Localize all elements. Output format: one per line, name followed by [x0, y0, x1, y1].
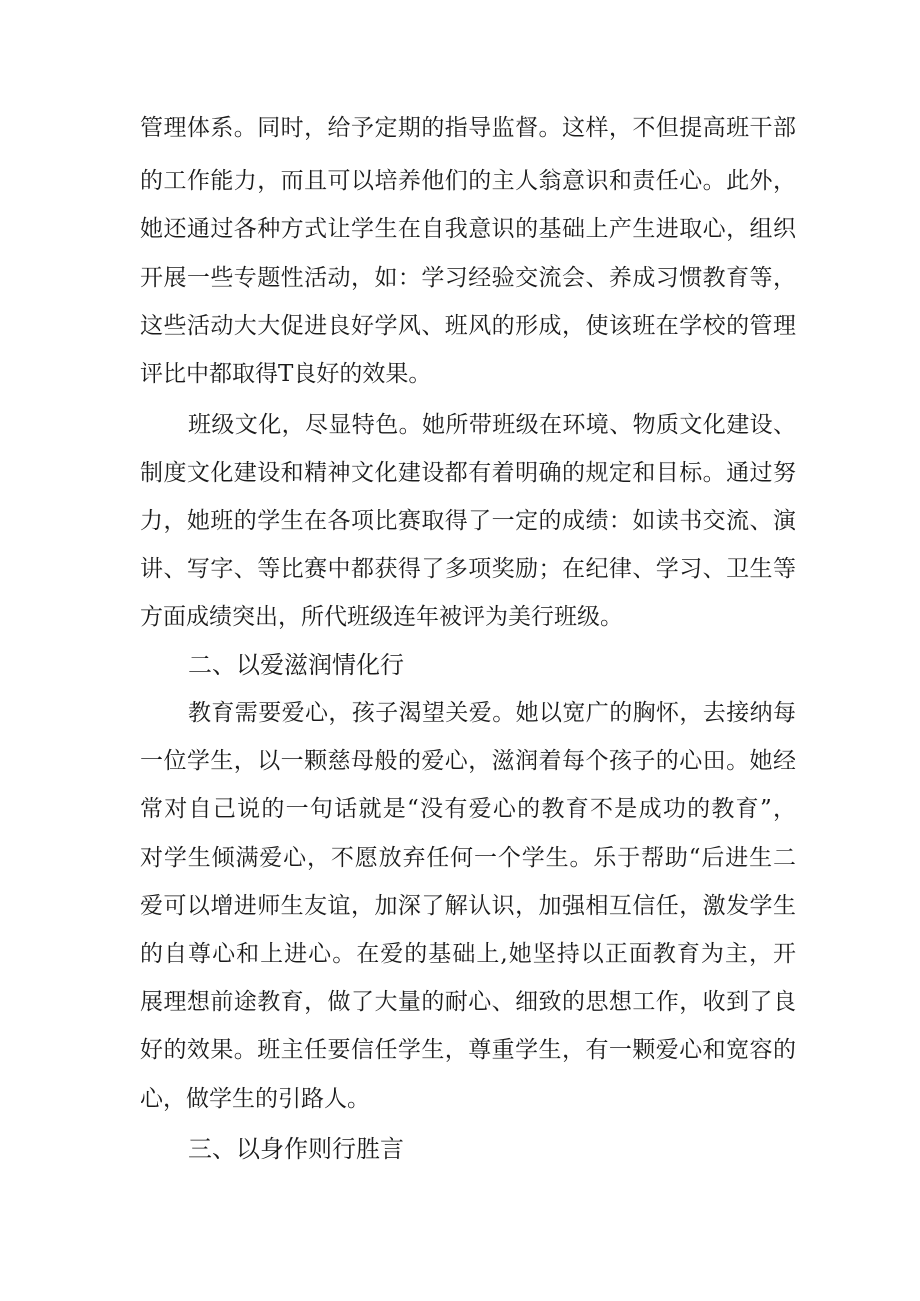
paragraph-1-line-4: 开展一些专题性活动，如：学习经验交流会、养成习惯教育等，	[140, 265, 796, 291]
paragraph-3-line-6: 的自尊心和上进心。在爱的基础上,她坚持以正面教育为主，开	[140, 941, 796, 967]
paragraph-3-line-8: 好的效果。班主任要信任学生，尊重学生，有一颗爱心和宽容的	[140, 1037, 796, 1063]
paragraph-1-line-3: 她还通过各种方式让学生在自我意识的基础上产生进取心，组织	[140, 216, 796, 242]
paragraph-3-line-2: 一位学生，以一颗慈母般的爱心，滋润着每个孩子的心田。她经	[140, 748, 796, 774]
section-heading-3: 三、以身作则行胜言	[188, 1135, 404, 1163]
paragraph-2-line-3: 力，她班的学生在各项比赛取得了一定的成绩：如读书交流、演	[140, 508, 796, 534]
paragraph-2-line-1: 班级文化，尽显特色。她所带班级在环境、物质文化建设、	[188, 412, 796, 438]
paragraph-3-line-3: 常对自己说的一句话就是“没有爱心的教育不是成功的教育”，	[140, 796, 796, 822]
paragraph-3-line-4: 对学生倾满爱心，不愿放弃任何一个学生。乐于帮助“后进生二	[140, 845, 796, 871]
paragraph-2-line-5: 方面成绩突出，所代班级连年被评为美行班级。	[140, 604, 623, 630]
paragraph-3-line-7: 展理想前途教育，做了大量的耐心、细致的思想工作，收到了良	[140, 989, 796, 1015]
paragraph-3-line-1: 教育需要爱心，孩子渴望关爱。她以宽广的胸怀，去接纳每	[188, 700, 796, 726]
paragraph-1-line-2: 的工作能力，而且可以培养他们的主人翁意识和责任心。此外，	[140, 168, 796, 194]
paragraph-1-line-6: 评比中都取得T良好的效果。	[140, 361, 432, 387]
paragraph-2-line-4: 讲、写字、等比赛中都获得了多项奖励；在纪律、学习、卫生等	[140, 556, 796, 582]
paragraph-3-line-9: 心，做学生的引路人。	[140, 1086, 370, 1112]
paragraph-2-line-2: 制度文化建设和精神文化建设都有着明确的规定和目标。通过努	[140, 460, 796, 486]
paragraph-3-line-5: 爱可以增进师生友谊，加深了解认识，加强相互信任，激发学生	[140, 893, 796, 919]
paragraph-1-line-5: 这些活动大大促进良好学风、班风的形成，使该班在学校的管理	[140, 313, 796, 339]
paragraph-1-line-1: 管理体系。同时，给予定期的指导监督。这样，不但提高班干部	[140, 115, 796, 141]
section-heading-2: 二、以爱滋润情化行	[188, 651, 404, 679]
